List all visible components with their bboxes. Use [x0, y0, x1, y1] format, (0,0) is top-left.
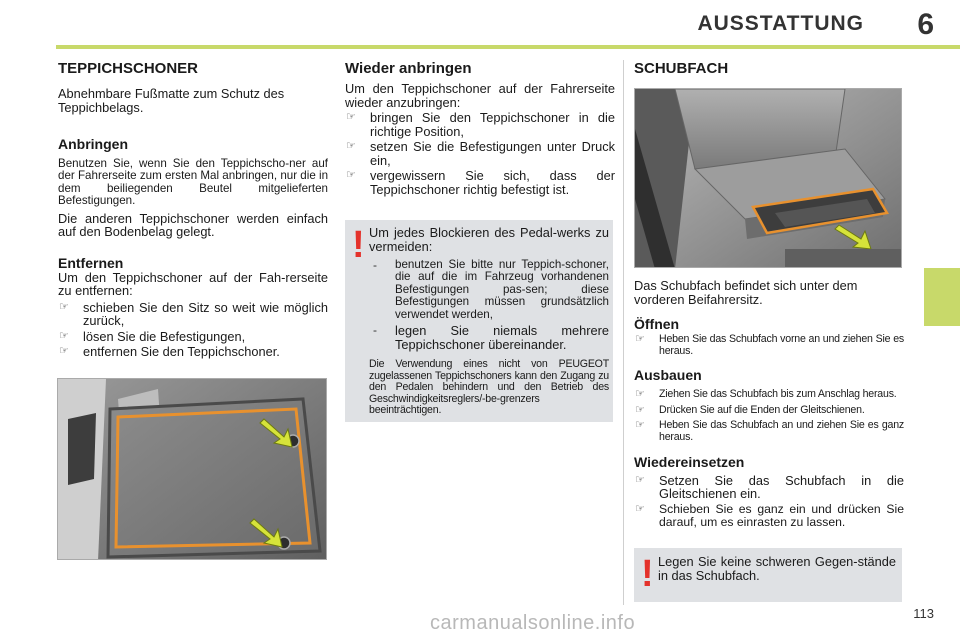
- warning-icon: !: [352, 224, 365, 266]
- heading-removing: Entfernen: [58, 254, 124, 271]
- drawer-section: [634, 60, 904, 87]
- refitting-intro: Um den Teppichschoner auf der Fahrerseite wieder anzubringen:: [345, 81, 615, 110]
- list-item: ☞ Schieben Sie es ganz ein und drücken Sie darauf, um es einrasten zu lassen.: [635, 501, 904, 530]
- pointing-hand-icon: ☞: [346, 111, 356, 123]
- pointing-hand-icon: ☞: [346, 169, 356, 181]
- list-item: ☞ Drücken Sie auf die Enden der Gleitschienen.: [635, 403, 865, 416]
- pointing-hand-icon: ☞: [635, 473, 645, 486]
- list-item: ☞ Ziehen Sie das Schubfach bis zum Anschlag heraus.: [635, 388, 897, 401]
- pointing-hand-icon: ☞: [59, 345, 69, 358]
- opening-steps: [634, 334, 904, 357]
- pointing-hand-icon: ☞: [635, 388, 645, 401]
- drawer-drawing: [635, 89, 902, 268]
- drawer-text: [634, 279, 904, 532]
- pedal-warning-box: [345, 220, 613, 422]
- fitting-paragraph-2: Die anderen Teppichschoner werden einfach auf den Bodenbelag gelegt.: [58, 210, 328, 240]
- floor-mat-illustration: [57, 378, 327, 560]
- refitting-drawer-steps: [634, 474, 904, 530]
- drawer-intro: Das Schubfach befindet sich unter dem vorderen Beifahrersitz.: [634, 278, 858, 307]
- removal-steps: [634, 389, 904, 443]
- list-item: ☞ schieben Sie den Sitz so weit wie möglich zurück,: [59, 299, 328, 329]
- list-item: ☞ vergewissern Sie sich, dass der Teppichschoner richtig befestigt ist.: [346, 168, 615, 197]
- list-item: ☞ Setzen Sie das Schubfach in die Gleitschienen ein.: [635, 472, 904, 502]
- pointing-hand-icon: ☞: [59, 300, 69, 313]
- drawer-warning-box: [634, 548, 902, 602]
- list-item: ☞ lösen Sie die Befestigungen,: [59, 328, 246, 344]
- removing-steps: [58, 301, 328, 359]
- pointing-hand-icon: ☞: [635, 333, 645, 345]
- pedal-warning-note: Die Verwendung eines nicht von PEUGEOT zugelassenen Teppichschoners kann den Zugang zu den Pedalen behindern und den Betrieb des Geschwindigkeitsreglers/-be-grenzers beeinträchtigen.: [369, 358, 609, 417]
- pointing-hand-icon: ☞: [59, 329, 69, 342]
- refitting-section: [345, 60, 615, 198]
- list-item: ☞ Heben Sie das Schubfach vorne an und ziehen Sie es heraus.: [635, 333, 904, 357]
- removing-intro: Um den Teppichschoner auf der Fah-rerseite zu entfernen:: [58, 269, 328, 299]
- pedal-warning-intro: Um jedes Blockieren des Pedal-werks zu vermeiden:: [369, 225, 609, 254]
- chapter-number: 6: [917, 8, 934, 41]
- floor-mat-drawing: [58, 379, 327, 560]
- heading-opening: Öffnen: [634, 316, 680, 332]
- pointing-hand-icon: ☞: [346, 140, 356, 152]
- drawer-illustration: [634, 88, 902, 268]
- floor-mat-section: [58, 60, 328, 361]
- list-item: ☞ setzen Sie die Befestigungen unter Druck ein,: [346, 139, 615, 168]
- list-item: - benutzen Sie bitte nur Teppich-schoner, die auf die im Fahrzeug vorhandenen Befestigungen pas-sen; diese Befestigungen müssen grundsätzlich verwendet werden,: [373, 258, 609, 321]
- page-number: 113: [913, 606, 934, 621]
- heading-refitting-drawer: Wiedereinsetzen: [634, 453, 745, 470]
- list-item: ☞ Heben Sie das Schubfach an und ziehen Sie es ganz heraus.: [635, 419, 904, 443]
- fitting-paragraph-1: Benutzen Sie, wenn Sie den Teppichscho-ner auf der Fahrerseite zum ersten Mal anbringen, nur die in dem beiliegenden Beutel mitgelieferten Befestigungen.: [58, 157, 329, 208]
- section-title-drawer: SCHUBFACH: [634, 60, 729, 77]
- section-title-floor-mats: TEPPICHSCHONER: [58, 60, 199, 77]
- chapter-title: AUSSTATTUNG: [697, 12, 864, 35]
- warning-icon: !: [641, 553, 654, 595]
- floor-mat-intro: Abnehmbare Fußmatte zum Schutz des Teppichbelags.: [58, 86, 285, 115]
- column-divider: [623, 60, 624, 605]
- list-item: ☞ entfernen Sie den Teppichschoner.: [59, 344, 280, 360]
- pointing-hand-icon: ☞: [635, 502, 645, 515]
- list-item: ☞ bringen Sie den Teppichschoner in die richtige Position,: [346, 110, 615, 139]
- heading-fitting: Anbringen: [58, 136, 128, 152]
- watermark: carmanualsonline.info: [430, 612, 636, 634]
- drawer-warning-text: Legen Sie keine schweren Gegen-stände in das Schubfach.: [658, 554, 896, 583]
- pointing-hand-icon: ☞: [635, 419, 645, 432]
- refitting-steps: [345, 111, 615, 196]
- heading-refitting: Wieder anbringen: [345, 60, 472, 77]
- chapter-side-tab: [924, 268, 960, 326]
- heading-removal: Ausbauen: [634, 367, 702, 384]
- list-item: - legen Sie niemals mehrere Teppichschoner übereinander.: [373, 323, 609, 352]
- pointing-hand-icon: ☞: [635, 403, 645, 416]
- header-rule: [56, 45, 960, 49]
